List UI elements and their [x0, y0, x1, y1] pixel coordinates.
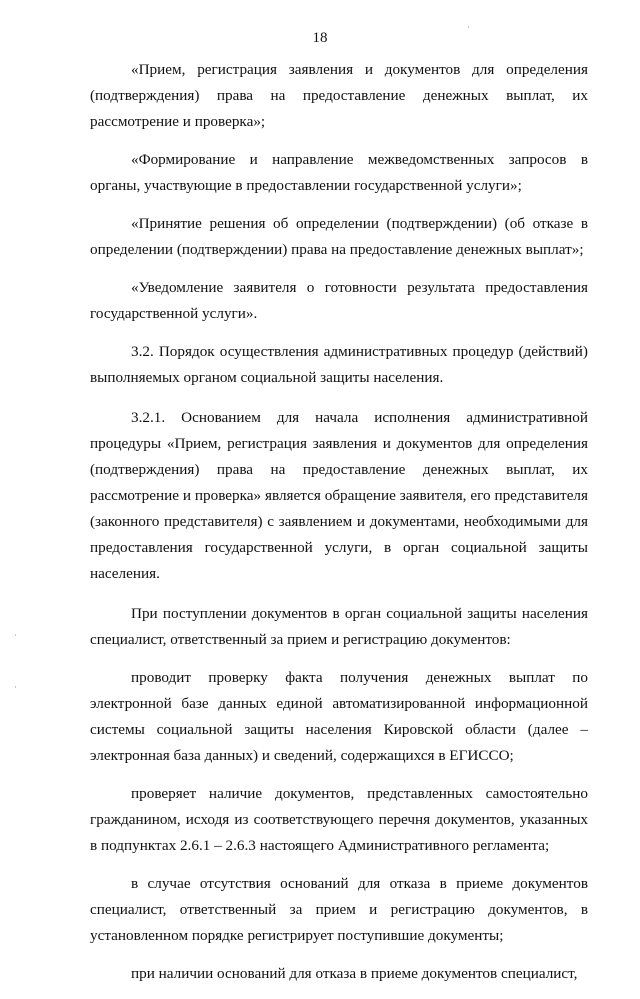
paragraph-section-3-2: 3.2. Порядок осуществления административных процедур (действий) выполняемых органом социальной защиты населения.	[90, 343, 588, 386]
paragraph-check-documents: проверяет наличие документов, представленных самостоятельно гражданином, исходя из соответствующего перечня документов, указанных в подпунктах 2.6.1 – 2.6.3 настоящего Административного регламента;	[90, 785, 588, 854]
paragraph-refusal-grounds: при наличии оснований для отказа в приеме документов специалист,	[131, 965, 578, 982]
page-number: 18	[312, 30, 328, 46]
scan-mark: ·	[467, 22, 470, 32]
paragraph-procedure-decision: «Принятие решения об определении (подтверждении) (об отказе в определении (подтверждении) права на предоставление денежных выплат»;	[90, 215, 588, 258]
document-body	[90, 57, 588, 999]
paragraph-procedure-reception: «Прием, регистрация заявления и документов для определения (подтверждения) права на предоставление денежных выплат, их рассмотрение и проверка»;	[90, 61, 588, 130]
paragraph-procedure-notification: «Уведомление заявителя о готовности результата предоставления государственной услуги».	[90, 279, 588, 322]
scan-mark: ·	[14, 682, 17, 692]
paragraph-procedure-requests: «Формирование и направление межведомственных запросов в органы, участвующие в предоставлении государственной услуги»;	[90, 151, 588, 194]
paragraph-register-documents: в случае отсутствия оснований для отказа в приеме документов специалист, ответственный за прием и регистрацию документов, в установленном порядке регистрирует поступившие документы;	[90, 875, 588, 944]
scan-mark: ·	[14, 630, 17, 640]
paragraph-check-payments: проводит проверку факта получения денежных выплат по электронной базе данных единой автоматизированной информационной системы социальной защиты населения Кировской области (далее – электронная база данных) и сведений, содержащихся в ЕГИССО;	[90, 669, 588, 764]
paragraph-documents-received: При поступлении документов в орган социальной защиты населения специалист, ответственный за прием и регистрацию документов:	[90, 605, 588, 648]
paragraph-section-3-2-1: 3.2.1. Основанием для начала исполнения административной процедуры «Прием, регистрация заявления и документов для определения (подтверждения) права на предоставление денежных выплат, их рассмотрение и проверка» является обращение заявителя, его представителя (законного представителя) с заявлением и документами, необходимыми для предоставления государственной услуги, в орган социальной защиты населения.	[90, 409, 588, 582]
